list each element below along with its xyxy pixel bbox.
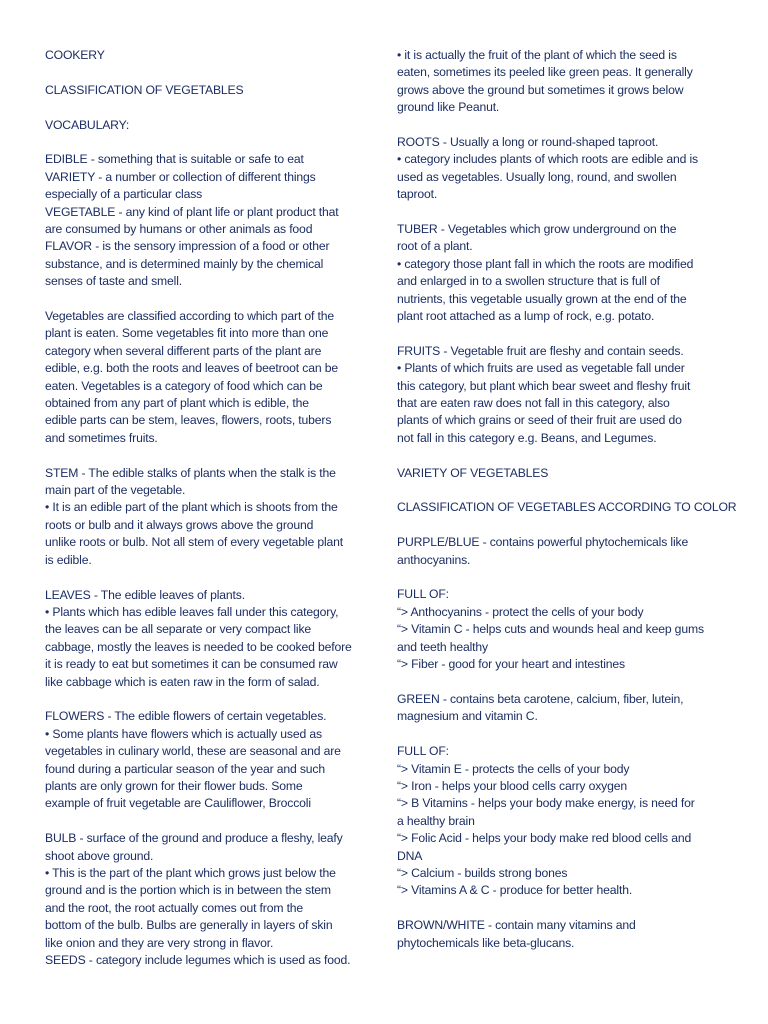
left-text-line: found during a particular season of the year and such	[45, 761, 325, 776]
left-text-line: and sometimes fruits.	[45, 430, 158, 445]
right-text-line: GREEN - contains beta carotene, calcium, fiber, lutein,	[397, 691, 684, 706]
right-blank-line	[397, 674, 727, 691]
left-text-line: plants are only grown for their flower buds. Some	[45, 778, 303, 793]
right-text-line: PURPLE/BLUE - contains powerful phytochemicals like	[397, 535, 689, 550]
right-blank-line	[397, 447, 727, 464]
right-text-line: magnesium and vitamin C.	[397, 709, 538, 724]
left-text-line: • Plants which has edible leaves fall under this category,	[45, 604, 339, 619]
left-text-column	[45, 47, 373, 969]
left-paragraph	[45, 587, 373, 691]
right-text-line: plant root attached as a lump of rock, e.g. potato.	[397, 309, 655, 324]
right-text-line: taproot.	[397, 187, 438, 202]
right-text-line: “> B Vitamins - helps your body make energy, is need for	[397, 796, 695, 811]
right-text-line: DNA	[397, 848, 423, 863]
right-blank-line	[397, 569, 727, 586]
right-text-line: CLASSIFICATION OF VEGETABLES ACCORDING TO COLOR	[397, 500, 737, 515]
left-paragraph	[45, 308, 373, 447]
right-text-line: “> Vitamins A & C - produce for better health.	[397, 883, 633, 898]
right-text-line: nutrients, this vegetable usually grown at the end of the	[397, 291, 687, 306]
right-text-line: FULL OF:	[397, 587, 449, 602]
left-text-line: FLAVOR - is the sensory impression of a food or other	[45, 239, 330, 254]
right-paragraph	[397, 691, 727, 726]
left-blank-line	[45, 134, 373, 151]
right-paragraph	[397, 499, 737, 516]
left-text-line: LEAVES - The edible leaves of plants.	[45, 587, 245, 602]
right-text-line: “> Folic Acid - helps your body make red blood cells and	[397, 831, 692, 846]
left-text-line: especially of a particular class	[45, 187, 203, 202]
left-text-line: and the root, the root actually comes out from the	[45, 900, 304, 915]
left-text-line: senses of taste and smell.	[45, 274, 183, 289]
left-text-line: • It is an edible part of the plant which is shoots from the	[45, 500, 338, 515]
left-text-line: roots or bulb and it always grows above the ground	[45, 517, 314, 532]
right-text-line: phytochemicals like beta-glucans.	[397, 935, 575, 950]
right-paragraph	[397, 47, 727, 117]
right-text-line: • category includes plants of which roots are edible and is	[397, 152, 698, 167]
right-paragraph	[397, 134, 727, 204]
right-paragraph	[397, 743, 727, 900]
right-text-line: root of a plant.	[397, 239, 473, 254]
right-text-line: • it is actually the fruit of the plant of which the seed is	[397, 48, 677, 62]
right-blank-line	[397, 117, 727, 134]
right-text-line: BROWN/WHITE - contain many vitamins and	[397, 918, 636, 933]
left-text-line: • Some plants have flowers which is actually used as	[45, 726, 322, 741]
right-blank-line	[397, 517, 727, 534]
left-paragraph	[45, 82, 373, 99]
left-text-line: ground and is the portion which is in between the stem	[45, 883, 331, 898]
left-text-line: obtained from any part of plant which is edible, the	[45, 396, 309, 411]
left-text-line: is edible.	[45, 552, 92, 567]
left-text-line: plant is eaten. Some vegetables fit into more than one	[45, 326, 329, 341]
right-text-line: “> Vitamin E - protects the cells of your body	[397, 761, 630, 776]
right-paragraph	[397, 465, 727, 482]
right-text-line: eaten, sometimes its peeled like green peas. It generally	[397, 65, 693, 80]
right-blank-line	[397, 325, 727, 342]
left-paragraph	[45, 151, 373, 290]
left-text-line: VARIETY - a number or collection of different things	[45, 169, 316, 184]
left-blank-line	[45, 99, 373, 116]
left-text-line: category when several different parts of the plant are	[45, 343, 322, 358]
right-text-line: FULL OF:	[397, 744, 449, 759]
right-text-line: plants of which grains or seed of their fruit are used do	[397, 413, 682, 428]
left-paragraph	[45, 47, 373, 64]
left-text-line: unlike roots or bulb. Not all stem of every vegetable plant	[45, 535, 344, 550]
right-text-line: used as vegetables. Usually long, round, and swollen	[397, 169, 677, 184]
right-text-line: • category those plant fall in which the roots are modified	[397, 256, 694, 271]
right-text-line: FRUITS - Vegetable fruit are fleshy and contain seeds.	[397, 343, 684, 358]
right-text-line: anthocyanins.	[397, 552, 471, 567]
left-text-line: it is ready to eat but sometimes it can be consumed raw	[45, 657, 338, 672]
right-text-line: ROOTS - Usually a long or round-shaped taproot.	[397, 135, 659, 150]
left-text-line: EDIBLE - something that is suitable or safe to eat	[45, 152, 304, 167]
right-text-line: not fall in this category e.g. Beans, and Legumes.	[397, 430, 657, 445]
left-text-line: VEGETABLE - any kind of plant life or plant product that	[45, 204, 339, 219]
right-text-line: “> Calcium - builds strong bones	[397, 865, 568, 880]
right-text-line: “> Anthocyanins - protect the cells of your body	[397, 604, 644, 619]
right-paragraph	[397, 917, 727, 952]
right-text-line: “> Fiber - good for your heart and intestines	[397, 657, 625, 672]
left-text-line: Vegetables are classified according to which part of the	[45, 309, 335, 324]
left-blank-line	[45, 64, 373, 81]
left-blank-line	[45, 813, 373, 830]
left-text-line: COOKERY	[45, 48, 105, 62]
right-text-column	[397, 47, 737, 952]
right-paragraph	[397, 221, 727, 325]
left-text-line: FLOWERS - The edible flowers of certain vegetables.	[45, 709, 327, 724]
right-text-line: • Plants of which fruits are used as vegetable fall under	[397, 361, 685, 376]
right-blank-line	[397, 900, 727, 917]
right-paragraph	[397, 343, 727, 447]
right-blank-line	[397, 204, 727, 221]
left-paragraph	[45, 117, 373, 134]
right-paragraph	[397, 586, 727, 673]
left-text-line: the leaves can be all separate or very compact like	[45, 622, 312, 637]
left-text-line: eaten. Vegetables is a category of food which can be	[45, 378, 323, 393]
left-text-line: STEM - The edible stalks of plants when the stalk is the	[45, 465, 336, 480]
right-text-line: “> Iron - helps your blood cells carry oxygen	[397, 778, 628, 793]
left-blank-line	[45, 447, 373, 464]
right-text-line: TUBER - Vegetables which grow underground on the	[397, 222, 677, 237]
left-text-line: substance, and is determined mainly by the chemical	[45, 256, 324, 271]
left-text-line: edible, e.g. both the roots and leaves of beetroot can be	[45, 361, 338, 376]
right-text-line: ground like Peanut.	[397, 100, 500, 115]
left-text-line: main part of the vegetable.	[45, 483, 186, 498]
right-paragraph	[397, 534, 727, 569]
left-text-line: bottom of the bulb. Bulbs are generally in layers of skin	[45, 918, 333, 933]
right-text-line: that are eaten raw does not fall in this category, also	[397, 396, 670, 411]
left-text-line: like onion and they are very strong in flavor.	[45, 935, 274, 950]
right-blank-line	[397, 482, 727, 499]
left-text-line: BULB - surface of the ground and produce a fleshy, leafy	[45, 831, 343, 846]
right-text-line: grows above the ground but sometimes it grows below	[397, 82, 684, 97]
right-text-line: VARIETY OF VEGETABLES	[397, 465, 549, 480]
right-text-line: and teeth healthy	[397, 639, 488, 654]
left-text-line: edible parts can be stem, leaves, flowers, roots, tubers	[45, 413, 332, 428]
left-text-line: • This is the part of the plant which grows just below the	[45, 865, 336, 880]
left-paragraph	[45, 465, 373, 569]
right-text-line: “> Vitamin C - helps cuts and wounds heal and keep gums	[397, 622, 704, 637]
left-text-line: are consumed by humans or other animals as food	[45, 222, 313, 237]
left-text-line: example of fruit vegetable are Cauliflower, Broccoli	[45, 796, 311, 811]
right-text-line: this category, but plant which bear sweet and fleshy fruit	[397, 378, 691, 393]
left-paragraph	[45, 708, 373, 812]
left-text-line: vegetables in culinary world, these are seasonal and are	[45, 744, 341, 759]
left-text-line: shoot above ground.	[45, 848, 154, 863]
left-text-line: like cabbage which is eaten raw in the form of salad.	[45, 674, 320, 689]
right-blank-line	[397, 726, 727, 743]
left-text-line: cabbage, mostly the leaves is needed to be cooked before	[45, 639, 352, 654]
left-text-line: VOCABULARY:	[45, 117, 130, 132]
left-blank-line	[45, 291, 373, 308]
right-text-line: and enlarged in to a swollen structure that is full of	[397, 274, 660, 289]
right-text-line: a healthy brain	[397, 813, 475, 828]
left-blank-line	[45, 569, 373, 586]
left-paragraph	[45, 830, 373, 969]
left-text-line: CLASSIFICATION OF VEGETABLES	[45, 82, 244, 97]
left-blank-line	[45, 691, 373, 708]
left-text-line: SEEDS - category include legumes which is used as food.	[45, 953, 351, 967]
